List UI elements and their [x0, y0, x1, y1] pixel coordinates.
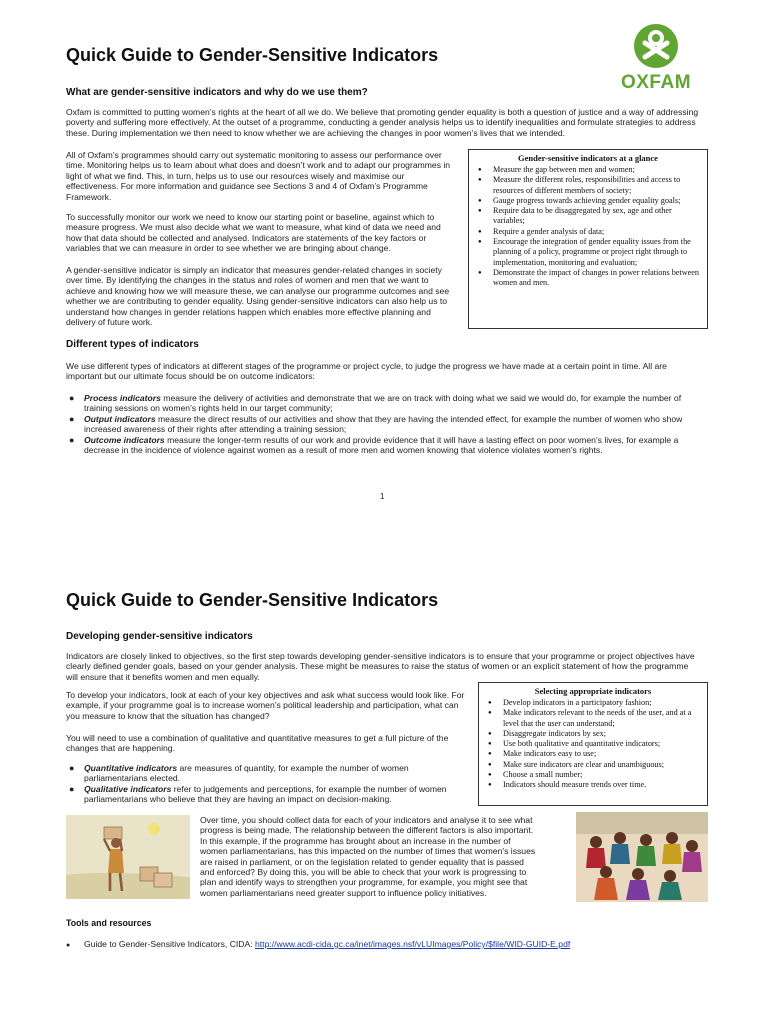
list-item: ● Qualitative indicators refer to judgements and perceptions, for example the number of women parliamentarians who believe that they are having an impact on decision-making.	[69, 783, 447, 805]
intro-paragraph: Indicators are closely linked to objectives, so the first step towards developing gender-sensitive indicators is to ensure that your programme or project objectives have clearly defined gender goals, based on your gender analysis. These might be measures to raise the status of women or an explicit statement of how the programme will ensure that it benefits women and men equally.	[66, 651, 695, 682]
bullet-icon: ●	[69, 434, 75, 445]
analysis-paragraph: Over time, you should collect data for each of your indicators and analyse it to see what progress is being made. The relationship between the different factors is also important. In this example, if the programme has brought about an increase in the number of women parliamentarians, has this impacted on the number of times that women’s issues are raised in parliament, or on the legislation related to gender equality that is passed and enforced? By doing this, you will be able to check that your work is progressing to plan and identify ways to strengthen your programme, for example, you might see that women parliamentarians need greater support to influence policy initiatives.	[200, 815, 536, 898]
illustration-women-meeting	[576, 812, 708, 902]
list-item: ● Disaggregate indicators by sex;	[485, 729, 701, 739]
indicator-types-list	[66, 393, 702, 455]
list-item: ● Measure the gap between men and women;	[475, 165, 701, 175]
types-intro: We use different types of indicators at different stages of the programme or project cycle, to judge the progress we have made at a certain point in time. All are important but our ultimate focus should be on outcome indicators:	[66, 361, 667, 382]
glance-box-title: Gender-sensitive indicators at a glance	[518, 153, 658, 163]
list-item: ● Demonstrate the impact of changes in power relations between women and men.	[475, 268, 701, 289]
list-item: ● Make indicators relevant to the needs of the user, and at a level that the user can understand;	[485, 708, 701, 729]
section-heading: What are gender-sensitive indicators and why do we use them?	[66, 87, 368, 98]
selecting-list	[485, 698, 701, 791]
glance-list	[475, 165, 701, 289]
list-item: ● Require a gender analysis of data;	[475, 227, 701, 237]
oxfam-logo	[618, 22, 694, 98]
bullet-icon: ●	[69, 413, 75, 424]
bullet-icon: ●	[69, 393, 75, 403]
combination-paragraph: You will need to use a combination of qualitative and quantitative measures to get a full picture of the changes that are happening.	[66, 733, 449, 754]
section-heading: Developing gender-sensitive indicators	[66, 631, 253, 642]
list-item: ● Choose a small number;	[485, 770, 701, 780]
bullet-icon: ●	[66, 942, 71, 949]
develop-paragraph: To develop your indicators, look at each of your key objectives and ask what success would look like. For example, if your programme goal is to increase women’s political leadership and participation, what can you measure to know that the situation has changed?	[66, 690, 465, 721]
glance-box	[468, 149, 708, 329]
page-number: 1	[380, 492, 385, 501]
list-item: ● Make sure indicators are clear and unambiguous;	[485, 760, 701, 770]
definition-paragraph: A gender-sensitive indicator is simply an indicator that measures gender-related changes in society over time. By identifying the changes in the status and roles of women and men that we want to achieve and knowing how we will measure these, we can analyse our programme outcomes and see whether we are contributing to gender equality. Using gender-sensitive indicators can also help us to understand how changes in gender relations happen which enables more effective planning and delivery of future work.	[66, 265, 450, 328]
list-item: ● Require data to be disaggregated by sex, age and other variables;	[475, 206, 701, 227]
list-item: ● Develop indicators in a participatory fashion;	[485, 698, 701, 708]
list-item: ● Quantitative indicators are measures of quantity, for example the number of women parliamentarians elected.	[69, 763, 409, 784]
bullet-icon: ●	[69, 783, 75, 794]
list-item: ● Outcome indicators measure the longer-term results of our work and provide evidence that it will have a lasting effect on poor women’s lives, for example a decrease in the incidence of violence against women as a result of more men and women knowing that violence violates women’s rights.	[69, 434, 679, 456]
resource-item	[66, 939, 706, 951]
section-heading: Different types of indicators	[66, 339, 199, 350]
list-item: ● Encourage the integration of gender equality issues from the planning of a policy, programme or project right through to implementation, monitoring and evaluation;	[475, 237, 701, 268]
list-item: ● Use both qualitative and quantitative indicators;	[485, 739, 701, 749]
page-title: Quick Guide to Gender-Sensitive Indicators	[66, 590, 439, 610]
bullet-icon: ●	[69, 763, 75, 773]
selecting-box-title: Selecting appropriate indicators	[534, 686, 652, 696]
measures-list	[66, 763, 470, 805]
oxfam-wordmark: OXFAM	[620, 72, 692, 93]
section-heading: Tools and resources	[66, 918, 152, 928]
list-item: ● Make indicators easy to use;	[485, 749, 701, 759]
list-item: ● Output indicators measure the direct results of our activities and show that they are having the intended effect, for example the number of women who show increased awareness of their rights after attending a training session;	[69, 413, 683, 435]
selecting-box	[478, 682, 708, 806]
list-item: ● Indicators should measure trends over time.	[485, 780, 701, 790]
list-item: ● Gauge progress towards achieving gender equality goals;	[475, 196, 701, 206]
baseline-paragraph: To successfully monitor our work we need to know our starting point or baseline, against which to measure progress. We must also decide what we want to measure, what kind of data we need and how that data should be collected and analysed. Indicators are statements of the key factors or variables that we can measure in order to see whether we are bringing about change.	[66, 212, 441, 254]
resource-label: Guide to Gender-Sensitive Indicators, CIDA:	[84, 939, 253, 949]
list-item: ● Process indicators measure the delivery of activities and demonstrate that we are on track with doing what we said we would do, for example the number of training sessions on women’s rights held in our target community;	[69, 393, 682, 414]
intro-paragraph: Oxfam is committed to putting women’s rights at the heart of all we do. We believe that promoting gender equality is both a question of justice and a way of addressing poverty and suffering more effectively. At the outset of a programme, conducting a gender analysis helps us to identify inequalities and formulate strategies to address these. During implementation we then need to know whether we are achieving the changes in poor women’s lives that we intended.	[66, 107, 699, 138]
page-title: Quick Guide to Gender-Sensitive Indicators	[66, 45, 439, 65]
monitoring-paragraph: All of Oxfam’s programmes should carry out systematic monitoring to assess our performance over time. Monitoring helps us to learn about what does and doesn’t work and to adapt our programmes in light of what we find. This, in turn, helps us to use our resources wisely and maximise our effectiveness. For more information and guidance see Sections 3 and 4 of Oxfam’s Programme Framework.	[66, 150, 451, 202]
illustration-woman-carrying-boxes	[66, 815, 190, 899]
list-item: ● Measure the different roles, responsibilities and access to resources of different members of society;	[475, 175, 701, 196]
resource-link[interactable]: http://www.acdi-cida.gc.ca/inet/images.nsf/vLUImages/Policy/$file/WID-GUID-E.pdf	[255, 939, 571, 949]
